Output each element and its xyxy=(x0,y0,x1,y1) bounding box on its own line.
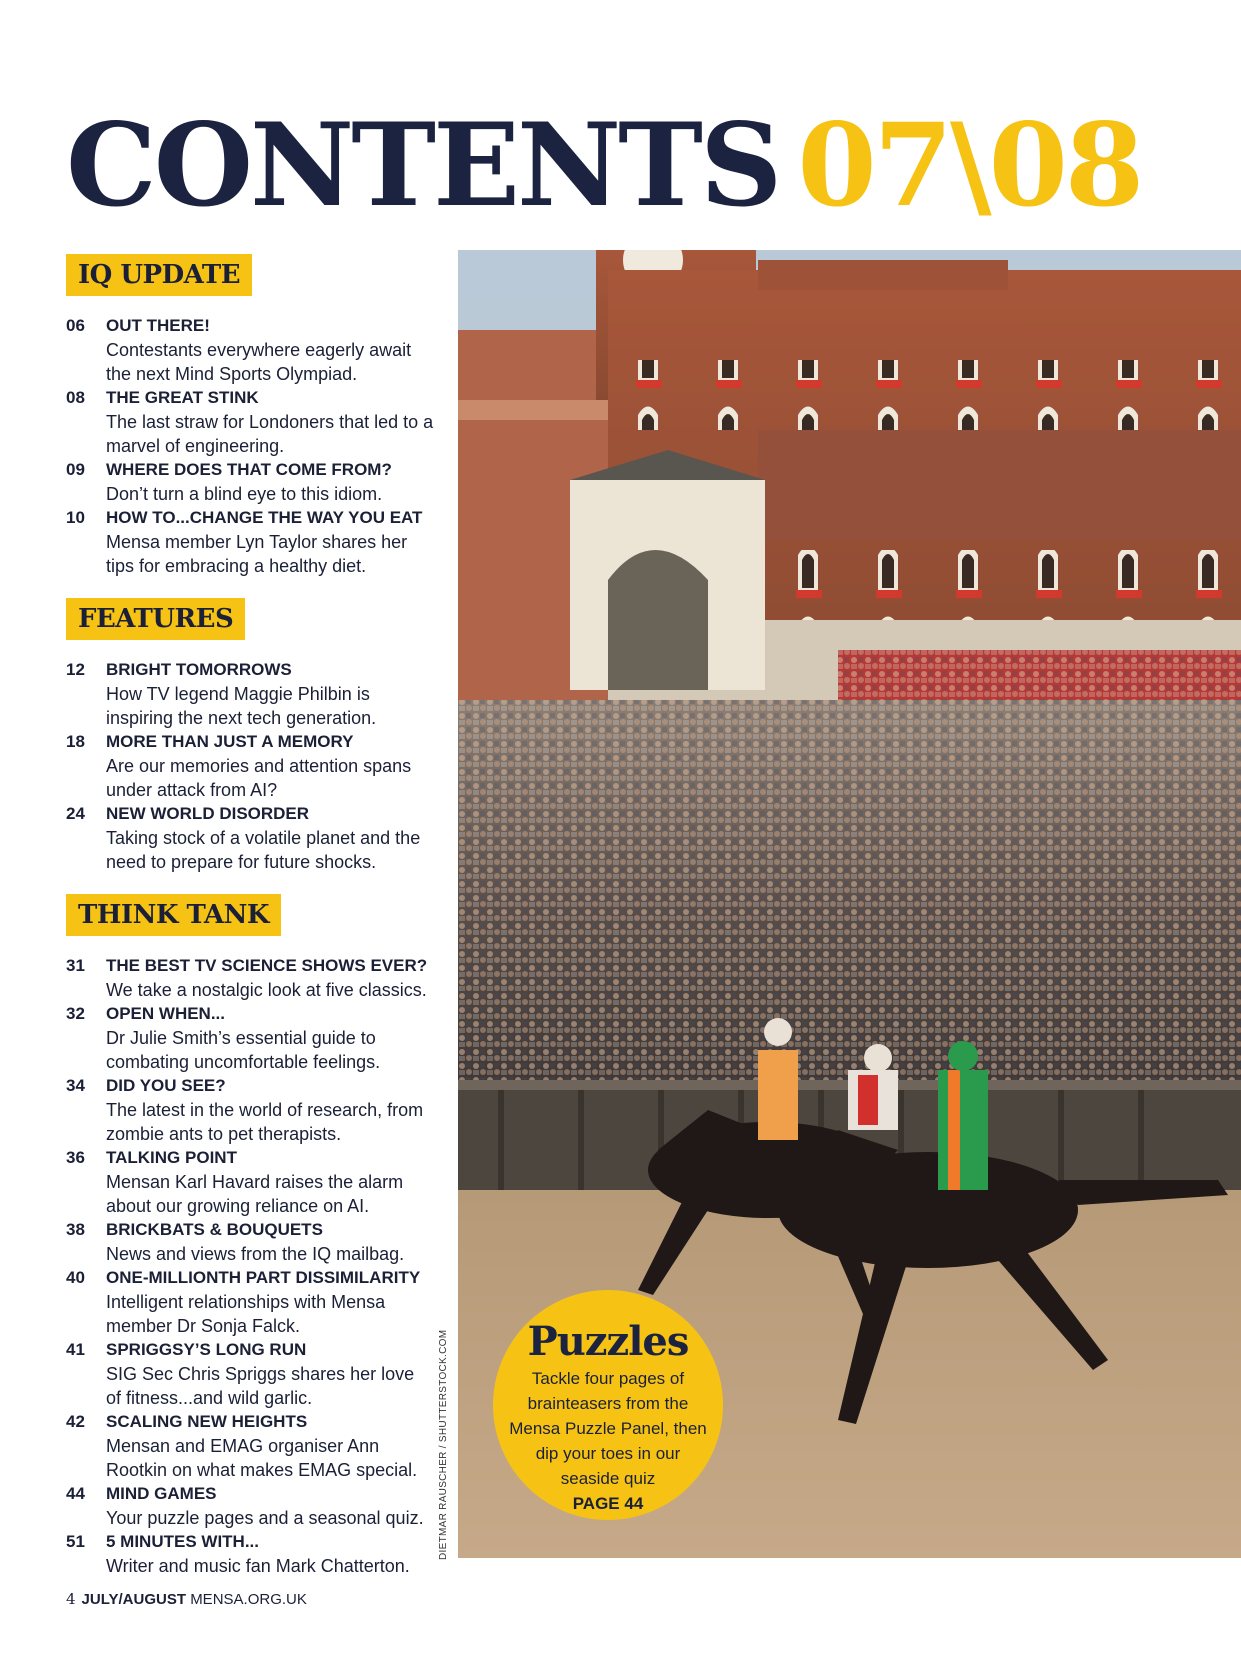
entry-description: News and views from the IQ mailbag. xyxy=(106,1244,405,1264)
entry-description: Writer and music fan Mark Chatterton. xyxy=(106,1556,410,1576)
toc-entry[interactable] xyxy=(66,1002,434,1074)
entry-description: Don’t turn a blind eye to this idiom. xyxy=(106,484,383,504)
puzzles-text: Tackle four pages of brainteasers from the Mensa Puzzle Panel, then dip your toes in our seaside quiz xyxy=(509,1369,707,1488)
entry-page-number: 44 xyxy=(66,1484,85,1503)
entry-description: SIG Sec Chris Spriggs shares her love of fitness...and wild garlic. xyxy=(106,1364,415,1408)
entry-heading: NEW WORLD DISORDER xyxy=(106,804,310,823)
toc-entry[interactable] xyxy=(66,1074,434,1146)
toc-entry[interactable] xyxy=(66,1146,434,1218)
entry-heading: OUT THERE! xyxy=(106,316,210,335)
entry-page-number: 12 xyxy=(66,660,85,679)
entry-description: Contestants everywhere eagerly await the next Mind Sports Olympiad. xyxy=(106,340,412,384)
title-word: CONTENTS xyxy=(66,98,780,232)
entry-heading: BRICKBATS & BOUQUETS xyxy=(106,1220,323,1239)
entry-heading: HOW TO...CHANGE THE WAY YOU EAT xyxy=(106,508,423,527)
footer-issue: JULY/AUGUST xyxy=(81,1591,187,1608)
entry-heading: MIND GAMES xyxy=(106,1484,217,1503)
entry-page-number: 32 xyxy=(66,1004,85,1023)
entry-heading: THE GREAT STINK xyxy=(106,388,259,407)
toc-entry[interactable] xyxy=(66,458,434,506)
entry-heading: ONE-MILLIONTH PART DISSIMILARITY xyxy=(106,1268,421,1287)
entry-page-number: 42 xyxy=(66,1412,85,1431)
entry-description: Your puzzle pages and a seasonal quiz. xyxy=(106,1508,424,1528)
entry-description: Taking stock of a volatile planet and the need to prepare for future shocks. xyxy=(106,828,421,872)
toc-entry[interactable] xyxy=(66,1530,434,1578)
title-issue-number: 07\08 xyxy=(797,98,1142,232)
toc-entry[interactable] xyxy=(66,1482,434,1530)
toc-entry[interactable] xyxy=(66,1410,434,1482)
entry-heading: OPEN WHEN... xyxy=(106,1004,226,1023)
entry-heading: BRIGHT TOMORROWS xyxy=(106,660,292,679)
toc-entry[interactable] xyxy=(66,730,434,802)
toc-entry[interactable] xyxy=(66,314,434,386)
page-title xyxy=(66,100,1141,230)
toc-entry[interactable] xyxy=(66,506,434,578)
entry-heading: SPRIGGSY’S LONG RUN xyxy=(106,1340,307,1359)
toc-entry[interactable] xyxy=(66,802,434,874)
toc-entry[interactable] xyxy=(66,954,434,1002)
entry-page-number: 18 xyxy=(66,732,85,751)
puzzles-heading: Puzzles xyxy=(527,1318,689,1365)
section-features xyxy=(66,598,434,874)
entry-heading: SCALING NEW HEIGHTS xyxy=(106,1412,308,1431)
entry-page-number: 24 xyxy=(66,804,85,823)
entry-page-number: 51 xyxy=(66,1532,85,1551)
entry-page-number: 09 xyxy=(66,460,85,479)
entry-heading: DID YOU SEE? xyxy=(106,1076,226,1095)
entry-page-number: 10 xyxy=(66,508,85,527)
entry-heading: TALKING POINT xyxy=(106,1148,237,1167)
entry-page-number: 36 xyxy=(66,1148,85,1167)
toc-entry[interactable] xyxy=(66,386,434,458)
entry-description: Intelligent relationships with Mensa member Dr Sonja Falck. xyxy=(106,1292,386,1336)
toc-entry[interactable] xyxy=(66,1266,434,1338)
entry-description: Are our memories and attention spans under attack from AI? xyxy=(106,756,412,800)
puzzles-page: PAGE 44 xyxy=(572,1494,644,1513)
page-number: 4 xyxy=(66,1590,76,1608)
entry-heading: WHERE DOES THAT COME FROM? xyxy=(106,460,392,479)
toc-entry[interactable] xyxy=(66,1218,434,1266)
entry-heading: 5 MINUTES WITH... xyxy=(106,1532,259,1551)
entry-description: We take a nostalgic look at five classics. xyxy=(106,980,427,1000)
entry-description: How TV legend Maggie Philbin is inspiring the next tech generation. xyxy=(106,684,377,728)
section-iq-update xyxy=(66,254,434,578)
entry-page-number: 38 xyxy=(66,1220,85,1239)
entry-description: The last straw for Londoners that led to a marvel of engineering. xyxy=(106,412,434,456)
entry-page-number: 40 xyxy=(66,1268,85,1287)
photo-credit: DIETMAR RAUSCHER / SHUTTERSTOCK.COM xyxy=(438,1329,449,1560)
entry-page-number: 41 xyxy=(66,1340,85,1359)
toc-entry[interactable] xyxy=(66,1338,434,1410)
footer-site: MENSA.ORG.UK xyxy=(190,1591,307,1608)
entry-description: Mensa member Lyn Taylor shares her tips for embracing a healthy diet. xyxy=(106,532,408,576)
entry-description: The latest in the world of research, from zombie ants to pet therapists. xyxy=(106,1100,424,1144)
page-footer xyxy=(66,1590,307,1609)
table-of-contents xyxy=(66,254,434,1598)
entry-description: Dr Julie Smith’s essential guide to combating uncomfortable feelings. xyxy=(106,1028,381,1072)
entry-page-number: 34 xyxy=(66,1076,85,1095)
section-label: THINK TANK xyxy=(66,894,281,936)
entry-description: Mensan and EMAG organiser Ann Rootkin on what makes EMAG special. xyxy=(106,1436,418,1480)
entry-heading: MORE THAN JUST A MEMORY xyxy=(106,732,354,751)
entry-page-number: 08 xyxy=(66,388,85,407)
entry-heading: THE BEST TV SCIENCE SHOWS EVER? xyxy=(106,956,428,975)
entry-page-number: 06 xyxy=(66,316,85,335)
entry-page-number: 31 xyxy=(66,956,85,975)
puzzles-callout[interactable] xyxy=(493,1290,723,1520)
entry-description: Mensan Karl Havard raises the alarm about our growing reliance on AI. xyxy=(106,1172,404,1216)
section-think-tank xyxy=(66,894,434,1578)
section-label: IQ UPDATE xyxy=(66,254,252,296)
section-label: FEATURES xyxy=(66,598,245,640)
toc-entry[interactable] xyxy=(66,658,434,730)
